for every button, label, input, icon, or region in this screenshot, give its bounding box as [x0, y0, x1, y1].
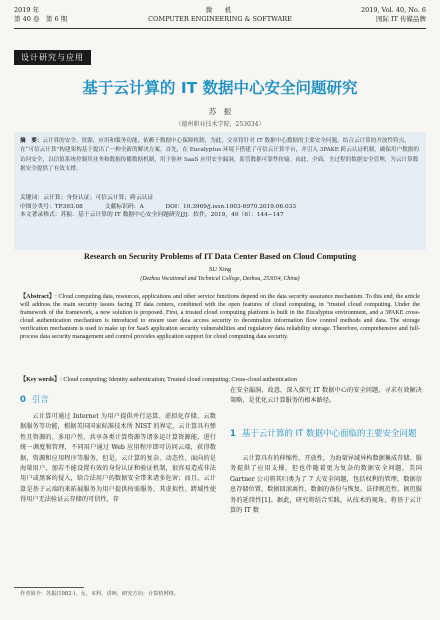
doc-code: 文献标识码：A [104, 203, 144, 210]
clc-number: 中图分类号：TP393.08 [20, 203, 83, 210]
abstract-cn [20, 137, 420, 175]
article-meta [20, 194, 420, 220]
journal-name-cn: 微 机 [205, 6, 235, 14]
section-1-number: 1 [230, 429, 236, 439]
header-volume: 第 40 卷 第 6 期 [14, 15, 68, 23]
en-affiliation: (Dezhou Vocational and Technical College, Dezhou, 253034, China) [140, 276, 300, 282]
header-year: 2019 年 [14, 6, 40, 14]
abstract-label: 摘 要： [20, 138, 43, 144]
right-paragraph-1 [230, 386, 422, 407]
en-abstract-label: 【Abstract】 [20, 294, 56, 300]
abstract-text: 云计算的安全、资源、应用和服务功能，依赖于数据中心保障机制，为此，文章将针对 IT 数据中心数据的主要安全问题，结合云计算的开放性特点，在“可信云计算”构建架构基于提出了一种全新的解决方案。首先，在 Eucalyptus 环境下搭建了可信云计算平台，并引入 3PAKE 跨云认证机制，确保用户数据的访问安全，以信值系统控制其业务和数据传播数据机制，用于弥补 SaaS 应用安全漏洞，监管数据可靠性传输。由此，全面、全过程的数据安全管理，为云计算数据安全提供了有效支撑。 [20, 138, 419, 173]
header-brand: 国际 IT 传媒品牌 [375, 15, 426, 23]
doi: DOI：10.3969/j.issn.1003-6970.2019.06.033 [165, 203, 297, 210]
right-paragraph-2 [230, 454, 422, 516]
classification-line [20, 203, 420, 212]
en-author: SU Xing [209, 266, 231, 273]
section-0-heading [20, 393, 49, 405]
en-title: Research on Security Problems of IT Data Center Based on Cloud Computing [83, 252, 357, 261]
paper-title: 基于云计算的 IT 数据中心安全问题研究 [82, 79, 358, 97]
keywords-cn: 关键词：云计算；身份认证；可信云计算；跨云认证 [20, 195, 154, 201]
en-keywords [20, 374, 420, 383]
en-keywords-label: 【Key words】 [20, 377, 61, 383]
header-rule [14, 28, 426, 29]
en-abstract [20, 294, 420, 372]
author: 苏 振 [208, 107, 232, 116]
section-1-heading [230, 428, 420, 440]
en-abstract-text: : Cloud computing data, resources, applications and other service functions depend on the data security assurance mechanism. To this end, the article will address the main security issues facing IT data centers, combined with the open features of cloud computing, in "trusted cloud computing. Under the framework of the framework, a new solution is proposed. First, a trusted cloud computing platform is built in the Eucalyptus environment, and a 3PAKE cross-cloud authentication mechanism is introduced to ensure user data access security to decentralize information flow control methods and data. The storage verification mechanism is used to make up for SaaS application security vulnerabilities and regulatory data reliability storage. Therefore, comprehensive and full-process data security management and control provides application support for cloud computing data security. [20, 294, 420, 340]
right-paragraph-1-text: 在安全漏洞、故意，深入探究 IT 数据中心的安全问题，寻求有效解决策略，是优化云计算服务的根本路径。 [230, 387, 422, 405]
section-0-title: 引言 [31, 395, 49, 405]
header-right [361, 6, 426, 24]
en-keywords-text: : Cloud computing; Identity authentication; Trusted cloud computing; Cross-cloud authentication [60, 377, 297, 383]
footnote-rule [14, 587, 84, 588]
journal-name-en: COMPUTER ENGINEERING & SOFTWARE [148, 15, 292, 23]
affiliation: （德州职业技术学院，253034） [175, 121, 265, 128]
intro-column [20, 412, 216, 608]
citation-format: 本文著录格式：苏振．基于云计算的 IT 数据中心安全问题研究[J]．软件，2019，40（6）：144−147 [20, 212, 284, 219]
header-vol-en: 2019, Vol. 40, No. 6 [360, 6, 426, 14]
section-1-title: 基于云计算的 IT 数据中心面临的主要安全问题 [241, 429, 417, 439]
intro-paragraph: 云计算可通过 Internet 为用户提供并行运算、虚拟化存储、云数据服务等功能，根据美国国家标准技术所 NIST 的界定，云计算具有弹性且资源的、多用户性、共享各类计算资源等诸多运计算资源能，进行统一调度和管理，不同用户通过 Web 应用程序即可访问云端，获得数据、资源和应用程序等服务，但是，云计算的复杂、动态性、面向的是海量用户，加若不能设置有效的身份认证和验证机制，很容易造成非法用户或黑客的侵入，给合法用户的数据安全带来诸多危害；而且，云计算是基于云端的来拓展服务为用户提供按需服务，其虚拟性、跨域性使得用户无法验证云存储的可信性，存 [20, 413, 216, 504]
right-paragraph-2-text: 云计算具有的伸缩性、开放性，为海量异域异构数据集成存储、服务提供了应用支撑，但也伴随着更为复杂的数据安全问题，美国 Gartner 公司将其归类为了 7 大安全问题，包括权利的管理、数据信息存储位置、数据回滚离性、数据的备份与恢复、法律规范性、据但服务的延续性[1]。据此，研究将结合实践，从技术的视角，将基于云计算的 IT 数 [230, 455, 422, 515]
column-tag: 设计研究与应用 [14, 50, 91, 65]
section-0-number: 0 [20, 395, 26, 405]
footnote: 作者简介：苏振(1982-)，女，本科，讲师，研究方向：计算机网络。 [20, 591, 180, 597]
